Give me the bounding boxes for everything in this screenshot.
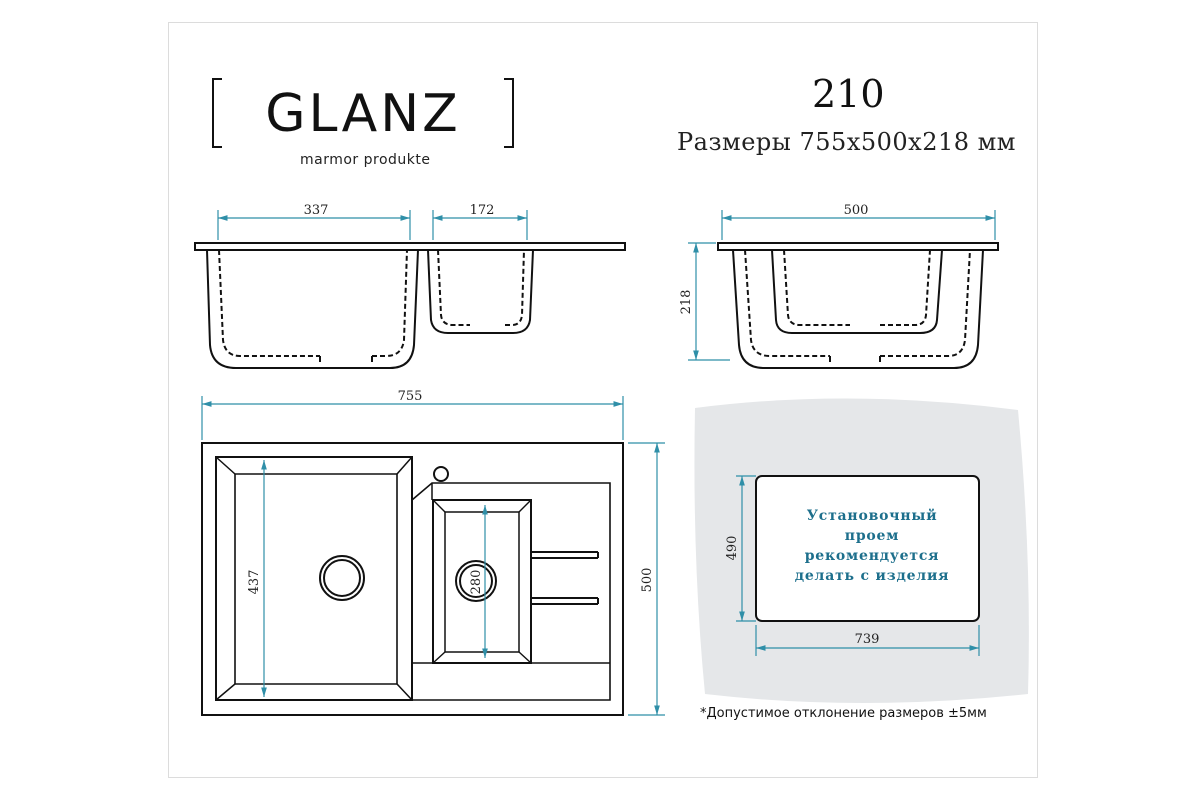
dim-label-500-top: 500 [640,567,655,593]
installation-line: рекомендуется [804,548,940,564]
logo-tagline: marmor produkte [300,152,431,168]
dim-label-280: 280 [469,569,484,595]
front-section-view [195,243,625,368]
dim-label-172: 172 [469,203,495,218]
installation-note [768,506,976,586]
tolerance-footnote: *Допустимое отклонение размеров ±5мм [700,706,987,721]
installation-line: Установочный [806,508,938,524]
model-number: 210 [812,72,885,116]
dim-label-218: 218 [679,289,694,315]
dim-label-500-side: 500 [843,203,869,218]
side-dimension-lines [688,210,995,360]
installation-line: проем [844,528,900,544]
dim-label-337: 337 [303,203,329,218]
dim-label-437: 437 [247,569,262,595]
side-section-view [718,243,998,368]
dim-label-490: 490 [725,535,740,561]
dim-label-755: 755 [397,389,423,404]
logo-brand: GLANZ [265,84,461,144]
dim-label-739: 739 [854,632,880,647]
top-view [202,443,623,715]
dimensions-title: Размеры 755х500х218 мм [677,128,1016,156]
installation-line: делать с изделия [794,568,950,584]
